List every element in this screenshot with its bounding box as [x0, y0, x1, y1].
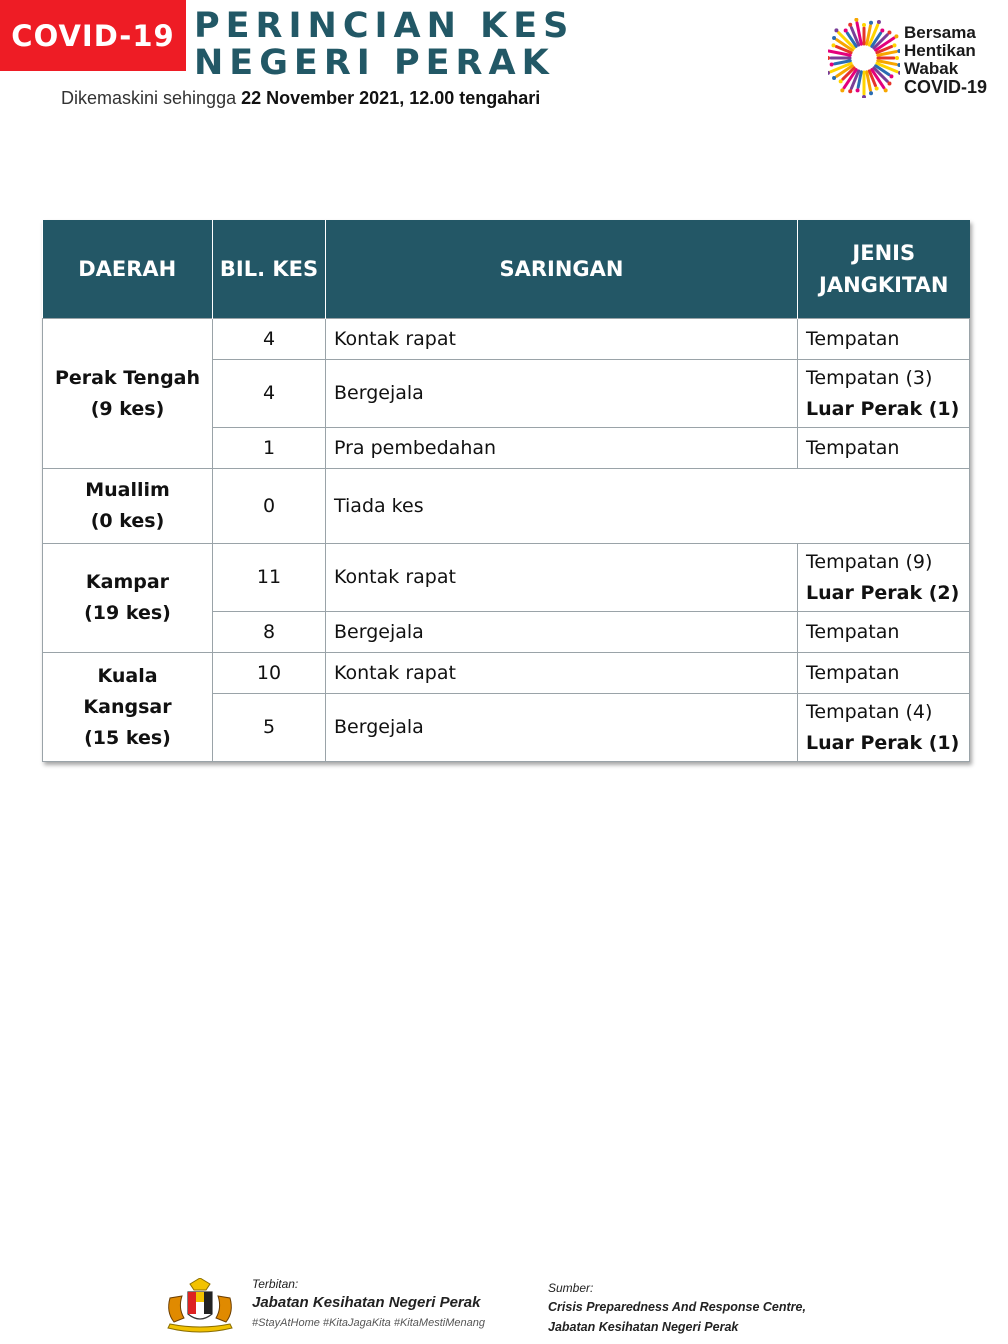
district-name: Kuala Kangsar — [83, 664, 172, 718]
saringan-cell: Bergejala — [326, 612, 798, 653]
sunburst-dot — [894, 34, 898, 38]
district-cell — [43, 469, 213, 544]
header-jenis-line-2: JANGKITAN — [819, 273, 949, 297]
page-title — [194, 8, 574, 82]
sunburst-dot — [869, 21, 873, 25]
district-name: Kampar — [85, 571, 170, 593]
jenis-luar-perak: Luar Perak (2) — [806, 581, 960, 604]
sunburst-dot — [884, 88, 888, 92]
sunburst-dot — [832, 36, 836, 40]
sunburst-dot — [887, 81, 891, 85]
sunburst-dot — [880, 29, 884, 33]
table-row — [43, 544, 970, 612]
sunburst-dot — [895, 56, 899, 60]
sunburst-dot — [848, 23, 852, 27]
jenis-cell: Tempatan — [798, 319, 970, 360]
sunburst-dot — [840, 88, 844, 92]
district-cell — [43, 319, 213, 469]
district-total: (0 kes) — [90, 510, 165, 532]
jenis-cell — [798, 544, 970, 612]
title-line-2: NEGERI PERAK — [194, 43, 555, 83]
header-bil-kes: BIL. KES — [213, 220, 326, 319]
sunburst-icon — [828, 18, 900, 98]
campaign-logo-text — [904, 24, 987, 96]
jenis-tempatan: Tempatan (3) — [806, 366, 933, 389]
saringan-cell: Bergejala — [326, 694, 798, 762]
coat-of-arms-icon — [160, 1278, 240, 1336]
sunburst-dot — [832, 76, 836, 80]
header-jenis-jangkitan — [798, 220, 970, 319]
sunburst-dot — [869, 91, 873, 95]
sunburst-dot — [887, 31, 891, 35]
cases-table — [42, 220, 970, 762]
district-cell — [43, 653, 213, 762]
table-row — [43, 469, 970, 544]
terbitan-label: Terbitan: — [252, 1277, 299, 1291]
hashtags: #StayAtHome #KitaJagaKita #KitaMestiMenang — [252, 1317, 485, 1329]
saringan-cell: Tiada kes — [326, 469, 970, 544]
sunburst-dot — [839, 79, 843, 83]
campaign-logo — [828, 18, 998, 102]
sunburst-dot — [892, 43, 896, 47]
sunburst-dot — [830, 62, 834, 66]
district-cell — [43, 544, 213, 653]
sunburst-dot — [862, 95, 866, 98]
sunburst-dot — [834, 28, 838, 32]
district-total: (9 kes) — [90, 397, 165, 420]
saringan-cell: Kontak rapat — [326, 319, 798, 360]
sunburst-dot — [877, 20, 881, 24]
sunburst-dot — [844, 29, 848, 33]
sumber-line-2: Jabatan Kesihatan Negeri Perak — [548, 1320, 739, 1334]
saringan-cell: Kontak rapat — [326, 653, 798, 694]
bil-kes-cell: 4 — [213, 360, 326, 428]
covid-badge: COVID-19 — [0, 0, 186, 71]
jenis-cell — [798, 694, 970, 762]
jenis-cell: Tempatan — [798, 653, 970, 694]
saringan-cell: Bergejala — [326, 360, 798, 428]
logo-line-1: Bersama — [904, 23, 976, 42]
district-total: (15 kes) — [84, 726, 171, 749]
jenis-luar-perak: Luar Perak (1) — [806, 397, 960, 420]
sunburst-dot — [889, 74, 893, 78]
sunburst-dot — [897, 63, 900, 67]
sunburst-dot — [875, 86, 879, 90]
bil-kes-cell: 0 — [213, 469, 326, 544]
bil-kes-cell: 4 — [213, 319, 326, 360]
updated-prefix: Dikemaskini sehingga — [61, 88, 237, 108]
district-name: Muallim — [85, 479, 170, 501]
terbitan-org: Jabatan Kesihatan Negeri Perak — [252, 1294, 481, 1311]
saringan-cell: Pra pembedahan — [326, 428, 798, 469]
title-line-1: PERINCIAN KES — [194, 6, 575, 46]
sunburst-dot — [854, 18, 858, 22]
logo-line-3: Wabak — [904, 59, 959, 78]
logo-line-2: Hentikan — [904, 41, 976, 60]
sunburst-dot — [856, 88, 860, 92]
sunburst-dot — [832, 43, 836, 47]
jenis-cell: Tempatan — [798, 612, 970, 653]
bil-kes-cell: 11 — [213, 544, 326, 612]
jenis-cell: Tempatan — [798, 428, 970, 469]
updated-timestamp — [61, 88, 540, 109]
bil-kes-cell: 5 — [213, 694, 326, 762]
header-daerah: DAERAH — [43, 220, 213, 319]
table-header-row — [43, 220, 970, 319]
publisher-block — [252, 1277, 485, 1329]
sunburst-dot — [848, 89, 852, 93]
updated-date: 22 November 2021, 12.00 tengahari — [241, 88, 541, 108]
saringan-cell: Kontak rapat — [326, 544, 798, 612]
sumber-line-1: Crisis Preparedness And Response Centre, — [548, 1300, 806, 1314]
district-name: Perak Tengah — [54, 366, 201, 389]
sunburst-dot — [862, 23, 866, 27]
jenis-luar-perak: Luar Perak (1) — [806, 731, 960, 754]
bil-kes-cell: 1 — [213, 428, 326, 469]
jenis-tempatan: Tempatan (4) — [806, 700, 933, 723]
sunburst-dot — [828, 56, 830, 60]
header-jenis-line-1: JENIS — [852, 241, 916, 265]
table-row — [43, 653, 970, 694]
bil-kes-cell: 10 — [213, 653, 326, 694]
jenis-tempatan: Tempatan (9) — [806, 550, 933, 573]
table-row — [43, 319, 970, 360]
logo-line-4: COVID-19 — [904, 77, 988, 97]
sumber-label: Sumber: — [548, 1281, 594, 1295]
district-total: (19 kes) — [84, 602, 171, 624]
header-saringan: SARINGAN — [326, 220, 798, 319]
bil-kes-cell: 8 — [213, 612, 326, 653]
sunburst-dot — [897, 49, 900, 53]
jenis-cell — [798, 360, 970, 428]
source-block — [548, 1281, 806, 1335]
